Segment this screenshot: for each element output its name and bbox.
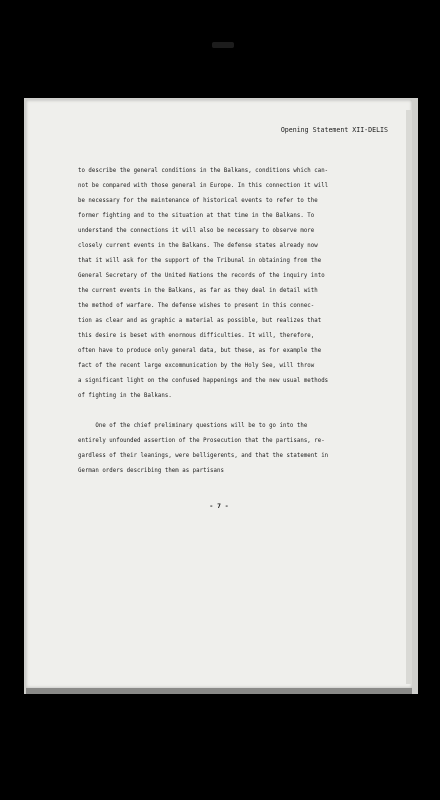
text-line: a significant light on the confused happenings and the new usual methods — [78, 378, 329, 384]
text-line: the current events in the Balkans, as far as they deal in detail with — [78, 288, 318, 294]
text-line: General Secretary of the United Nations the records of the inquiry into — [78, 273, 325, 279]
text-line: entirely unfounded assertion of the Prosecution that the partisans, re- — [78, 438, 325, 444]
text-line: One of the chief preliminary questions will be to go into the — [78, 423, 308, 429]
text-line: the method of warfare. The defense wishes to present in this connec- — [78, 303, 315, 309]
page-bottom-edge — [26, 688, 412, 694]
page-number: - 7 - — [209, 502, 229, 510]
text-line: gardless of their leanings, were belligerents, and that the statement in — [78, 453, 329, 459]
text-line: German orders describing them as partisans — [78, 468, 224, 474]
paragraph-2 — [78, 419, 396, 479]
page-header: Opening Statement XII-DELIS — [280, 126, 388, 134]
page-edge — [406, 110, 412, 684]
text-line: not be compared with those general in Europe. In this connection it will — [78, 183, 329, 189]
text-line: former fighting and to the situation at that time in the Balkans. To — [78, 213, 315, 219]
body-text — [78, 164, 396, 479]
text-line: be necessary for the maintenance of historical events to refer to the — [78, 198, 318, 204]
document-page — [26, 100, 412, 688]
text-line: tion as clear and as graphic a material as possible, but realizes that — [78, 318, 322, 324]
text-line: fact of the recent large excommunication by the Holy See, will throw — [78, 363, 315, 369]
text-line: understand the connections it will also be necessary to observe more — [78, 228, 315, 234]
text-line: closely current events in the Balkans. The defense states already now — [78, 243, 318, 249]
text-line: of fighting in the Balkans. — [78, 393, 172, 399]
paragraph-spacer — [78, 404, 396, 419]
paragraph-1 — [78, 164, 396, 404]
text-line: this desire is beset with enormous difficulties. It will, therefore, — [78, 333, 315, 339]
text-line: often have to produce only general data, but these, as for example the — [78, 348, 322, 354]
text-line: that it will ask for the support of the Tribunal in obtaining from the — [78, 258, 322, 264]
film-mark — [212, 42, 234, 48]
text-line: to describe the general conditions in the Balkans, conditions which can- — [78, 168, 329, 174]
